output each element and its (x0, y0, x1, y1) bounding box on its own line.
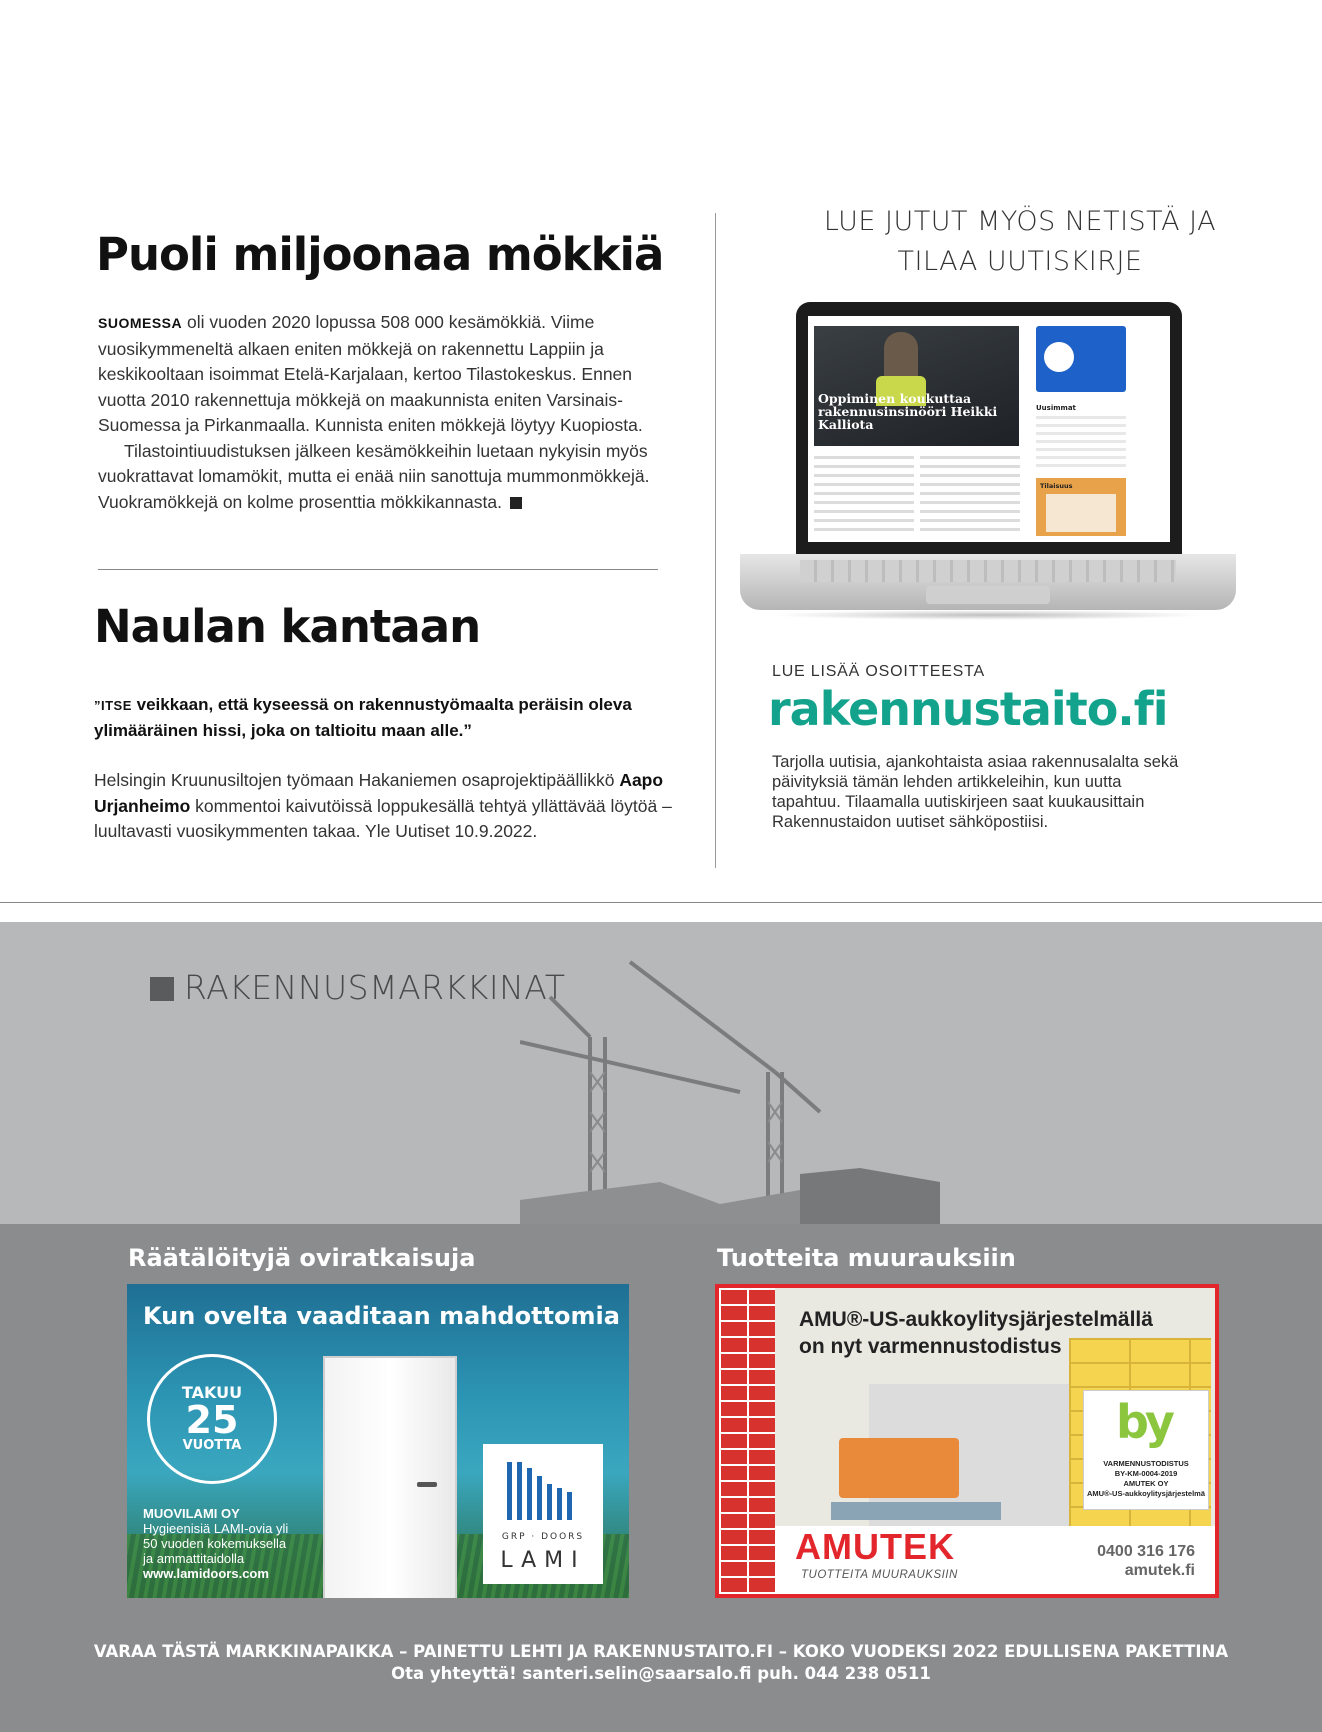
laptop-keyboard (740, 554, 1236, 610)
market-title (150, 968, 565, 1007)
laptop-illustration (740, 302, 1236, 624)
amutek-title-line: on nyt varmennustodistus (799, 1335, 1062, 1358)
lami-ad-title: Kun ovelta vaaditaan mahdottomia (143, 1302, 620, 1330)
screen-promo-box (1036, 478, 1126, 536)
screen-hero-image (814, 326, 1019, 446)
amutek-phone[interactable]: 0400 316 176 (1097, 1543, 1195, 1560)
screen-headline: Oppiminen koukuttaa rakennusinsinööri Heikki Kalliota (818, 391, 998, 432)
lami-text: 50 vuoden kokemuksella (143, 1536, 287, 1551)
section-square-icon (150, 977, 174, 1001)
market-footer-contact: Ota yhteyttä! santeri.selin@saarsalo.fi puh. 044 238 0511 (391, 1664, 931, 1683)
promo-headline-line: LUE JUTUT MYÖS NETISTÄ JA (823, 206, 1217, 237)
brick-wall-decoration (719, 1288, 775, 1594)
lami-ad[interactable] (127, 1284, 629, 1598)
person-name: Aapo Urjanheimo (94, 770, 664, 816)
screen-sidebar-list (1036, 416, 1126, 468)
article-quote (94, 692, 674, 743)
website-link[interactable]: rakennustaito.fi (768, 682, 1168, 736)
article-lead-word: SUOMESSA (98, 315, 183, 331)
article-paragraph (98, 310, 658, 439)
crane-silhouette-icon (520, 942, 1040, 1224)
lami-logo-name: LAMI (500, 1548, 586, 1573)
laptop-shadow (770, 610, 1206, 620)
promo-headline-line: TILAA UUTISKIRJE (897, 246, 1143, 277)
seal-number: 25 (185, 1398, 239, 1442)
lami-company-info (143, 1506, 323, 1581)
article-paragraph (98, 439, 658, 516)
amutek-tagline: TUOTTEITA MUURAUKSIIN (801, 1569, 958, 1581)
ad-heading: Tuotteita muurauksiin (717, 1244, 1016, 1272)
promo-headline (740, 202, 1300, 282)
article-body (94, 768, 674, 845)
screen-blue-card (1036, 326, 1126, 392)
lami-logo-tagline: GRP · DOORS (501, 1532, 585, 1542)
article-title: Puoli miljoonaa mökkiä (96, 228, 664, 281)
article-text: kommentoi kaivutöissä loppukesällä tehtyä yllättävää löytöä – luultavasti vuosikymmenten takaa. Yle Uutiset 10.9.2022. (94, 795, 672, 841)
market-header-band (0, 922, 1322, 1224)
worker-icon (1044, 342, 1074, 372)
read-more-label: LUE LISÄÄ OSOITTEESTA (772, 663, 986, 680)
article-body (98, 310, 658, 515)
article-divider (98, 569, 658, 570)
keyboard-keys (800, 560, 1176, 582)
laptop-screen (796, 302, 1182, 554)
article-text: Helsingin Kruunusiltojen työmaan Hakaniemen osaprojektipäällikkö (94, 770, 615, 790)
amutek-ad-title (799, 1306, 1209, 1360)
certificate-line: BY-KM-0004-2019 (1114, 1469, 1178, 1478)
amutek-ad[interactable] (715, 1284, 1219, 1598)
lami-text: Hygieenisiä LAMI-ovia yli (143, 1521, 289, 1536)
trackpad (926, 586, 1050, 604)
amutek-web[interactable]: amutek.fi (1124, 1562, 1195, 1579)
lami-logo (483, 1444, 603, 1584)
door-illustration (323, 1356, 457, 1598)
website-screenshot (808, 316, 1170, 542)
seal-bottom-text: VUOTTA (182, 1438, 242, 1453)
article-title: Naulan kantaan (94, 600, 481, 653)
market-title-text: RAKENNUSMARKKINAT (184, 968, 566, 1007)
certificate-line: VARMENNUSTODISTUS (1103, 1459, 1189, 1468)
article-text: oli vuoden 2020 lopussa 508 000 kesämökkiä. Viime vuosikymmeneltä alkaen eniten mökkejä on rakennettu Lappiin ja keskikooltaan isoimmat Etelä-Karjalaan, kertoo Tilastokeskus. Ennen vuotta 2010 rakennettuja mökkejä on maakunnista eniten Varsinais-Suomessa ja Pirkanmaalla. Kunnista eniten mökkejä löytyy Kuopiosta. (98, 312, 643, 435)
certificate-text (1084, 1459, 1208, 1499)
market-footer-offer: VARAA TÄSTÄ MARKKINAPAIKKA – PAINETTU LEHTI JA RAKENNUSTAITO.FI – KOKO VUODEKSI 2022 EDULLISENA PAKETTINA (93, 1642, 1229, 1661)
guarantee-seal (147, 1354, 277, 1484)
quote-text: veikkaan, että kyseessä on rakennustyömaalta peräisin oleva ylimääräinen hissi, joka on taltioitu maan alle.” (94, 695, 632, 740)
amutek-contact (1039, 1542, 1195, 1580)
lami-text: ja ammattitaidolla (143, 1551, 245, 1566)
lintel-brick (839, 1438, 959, 1498)
amutek-title-line: AMU®-US-aukkoylitysjärjestelmällä (799, 1308, 1153, 1331)
column-divider (715, 213, 716, 868)
certificate-logo-icon: by (1116, 1395, 1171, 1449)
lami-logo-icon (505, 1458, 581, 1522)
seal-top-text: TAKUU (181, 1383, 243, 1402)
amutek-logo: AMUTEK (795, 1526, 955, 1567)
screen-promo-image (1046, 494, 1116, 532)
screen-article-list (920, 456, 1020, 536)
steel-lintel (831, 1502, 1001, 1520)
section-divider (0, 902, 1322, 903)
lami-url[interactable]: www.lamidoors.com (143, 1566, 269, 1581)
end-mark-icon (510, 497, 522, 509)
door-handle-icon (417, 1482, 437, 1487)
certificate-line: AMU®-US-aukkoylitysjärjestelmä (1086, 1489, 1206, 1498)
article-text: Tilastointiuudistuksen jälkeen kesämökkeihin luetaan nykyisin myös vuokrattavat lomamökit, mutta ei enää niin sanottuja mummonmökkejä. Vuokramökkejä on kolme prosenttia mökkikannasta. (98, 440, 650, 512)
lami-company: MUOVILAMI OY (143, 1506, 240, 1521)
screen-sidebar-title: Uusimmat (1036, 404, 1076, 412)
ad-heading: Räätälöityjä oviratkaisuja (128, 1244, 476, 1272)
quote-lead-word: ”ITSE (94, 698, 132, 713)
certificate-badge (1083, 1390, 1209, 1510)
promo-description: Tarjolla uutisia, ajankohtaista asiaa rakennusalalta sekä päivityksiä tämän lehden artikkeleihin, kun uutta tapahtuu. Tilaamalla uutiskirjeen saat kuukausittain Rakennustaidon uutiset sähköpostiisi. (772, 753, 1179, 831)
screen-promo-box-title: Tilaisuus (1040, 482, 1073, 490)
screen-article-list (814, 456, 914, 536)
certificate-line: AMUTEK OY (1123, 1479, 1169, 1488)
